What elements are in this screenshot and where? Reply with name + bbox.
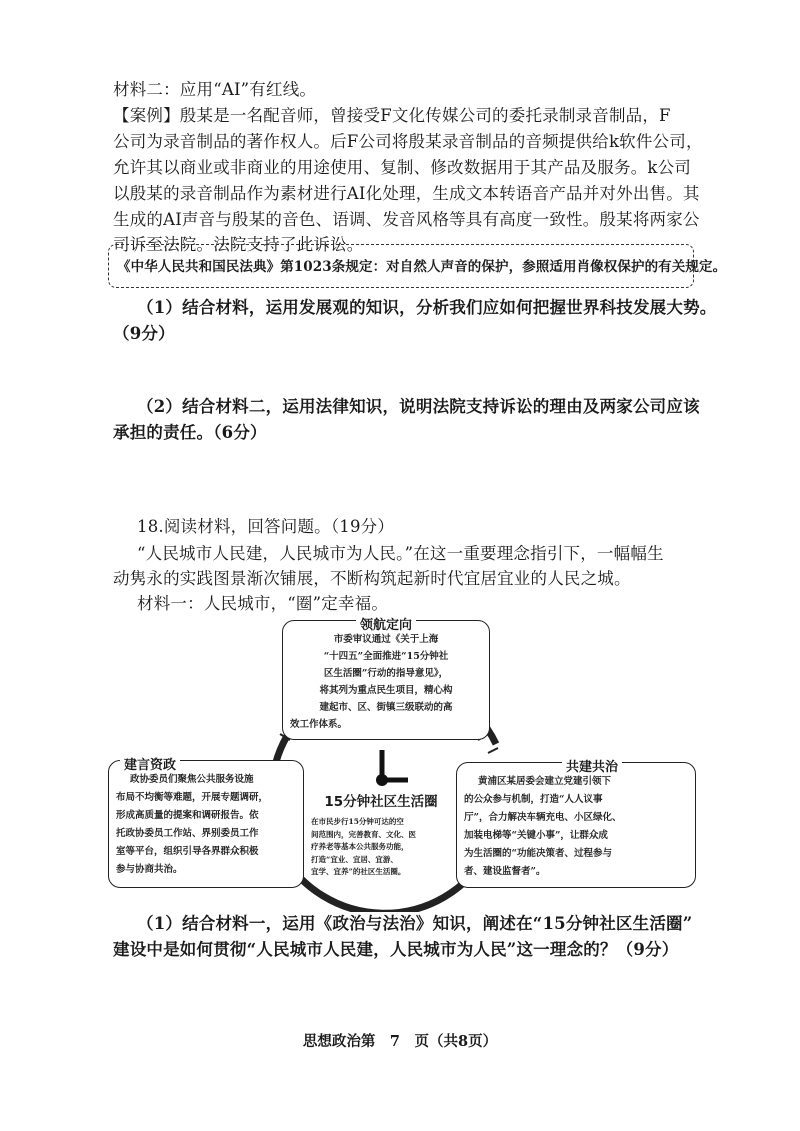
case-line-4: 以殷某的录音制品作为素材进行AI化处理，生成文本转语音产品并对外出售。其: [113, 184, 700, 203]
center-body: [311, 816, 453, 879]
guidance-line: 效工作体系。: [290, 719, 348, 730]
advice-line: 托政协委员工作站、界别委员工作: [116, 828, 259, 839]
co-governance-line: 黄浦区某居委会建立党建引领下: [478, 776, 612, 787]
case-line-1: 【案例】殷某是一名配音师，曾接受F文化传媒公司的委托录制录音制品，F: [113, 106, 671, 125]
advice-line: 政协委员们聚焦公共服务设施: [130, 774, 254, 785]
center-line: 打造“宜业、宜居、宜游、: [311, 854, 398, 864]
q17-2-line-2: 承担的责任。（6分）: [113, 423, 267, 442]
law-note-text: 《中华人民共和国民法典》第1023条规定：对自然人声音的保护，参照适用肖像权保护的有关规定。: [117, 259, 727, 275]
co-governance-line: 厅”，合力解决车辆充电、小区绿化、: [464, 812, 622, 823]
q18-intro-line-1: “人民城市人民建，人民城市为人民。”在这一重要理念指引下，一幅幅生: [137, 544, 664, 563]
advice-line: 参与协商共治。: [116, 864, 183, 875]
q18-1-line-1: （1）结合材料一，运用《政治与法治》知识，阐述在“15分钟社区生活圈”: [137, 914, 693, 933]
guidance-box: [282, 620, 490, 740]
advice-title: 建言资政: [120, 754, 180, 773]
guidance-title: 领航定向: [356, 614, 416, 633]
co-governance-line: 的公众参与机制，打造“人人议事: [464, 794, 603, 805]
co-governance-line: 为生活圈的“功能决策者、过程参与: [464, 848, 612, 859]
q17-1-line-2: （9分）: [113, 324, 175, 343]
q18-1-line-2: 建设中是如何贯彻“人民城市人民建，人民城市为人民”这一理念的？（9分）: [113, 940, 679, 959]
center-line: 在市民步行15分钟可达的空: [311, 817, 404, 826]
case-line-6: 司诉至法院。法院支持了此诉讼。: [113, 235, 364, 254]
clock-icon: [376, 750, 408, 786]
material1-heading: 材料一：人民城市，“圈”定幸福。: [137, 594, 389, 613]
center-line: 宜学、宜养”的社区生活圈。: [311, 867, 406, 876]
guidance-line: 市委审议通过《关于上海: [333, 634, 439, 645]
guidance-line: “十四五”全面推进“15分钟社: [323, 651, 449, 662]
material2-heading: 材料二：应用“AI”有红线。: [113, 80, 317, 99]
case-line-2: 公司为录音制品的著作权人。后F公司将殷某录音制品的音频提供给k软件公司，: [113, 132, 703, 151]
co-governance-line: 者、建设监督者”。: [464, 866, 546, 877]
co-governance-box: [456, 762, 696, 888]
co-governance-title: 共建共治: [562, 756, 622, 775]
guidance-line: 将其列为重点民生项目，精心构: [319, 685, 453, 696]
law-note-box: [108, 244, 727, 288]
advice-box: [108, 760, 304, 888]
q17-1-line-1: （1）结合材料，运用发展观的知识，分析我们应如何把握世界科技发展大势。: [137, 298, 717, 317]
advice-line: 室等平台，组织引导各界群众积极: [116, 846, 259, 857]
page-footer: 思想政治第 7 页（共8页）: [302, 1033, 498, 1050]
life-circle-diagram: [104, 612, 704, 912]
center-title: 15分钟社区生活圈: [324, 794, 438, 810]
center-line: 间范围内，完善教育、文化、医: [311, 829, 416, 839]
guidance-line: 建起市、区、街镇三级联动的高: [319, 702, 453, 713]
center-line: 疗养老等基本公共服务功能，: [311, 842, 409, 851]
q18-heading: 18.阅读材料，回答问题。（19分）: [137, 517, 395, 536]
guidance-line: 区生活圈”行动的指导意见》，: [323, 668, 449, 679]
case-line-5: 生成的AI声音与殷某的音色、语调、发音风格等具有高度一致性。殷某将两家公: [113, 210, 700, 229]
advice-line: 形成高质量的提案和调研报告。依: [116, 810, 259, 821]
case-line-3: 允许其以商业或非商业的用途使用、复制、修改数据用于其产品及服务。k公司: [113, 158, 691, 177]
advice-line: 布局不均衡等难题，开展专题调研，: [116, 792, 269, 803]
q18-intro-line-2: 动隽永的实践图景渐次铺展，不断构筑起新时代宜居宜业的人民之城。: [113, 569, 631, 588]
q17-2-line-1: （2）结合材料二，运用法律知识，说明法院支持诉讼的理由及两家公司应该: [137, 397, 700, 416]
co-governance-line: 加装电梯等“关键小事”，让群众成: [464, 830, 608, 841]
